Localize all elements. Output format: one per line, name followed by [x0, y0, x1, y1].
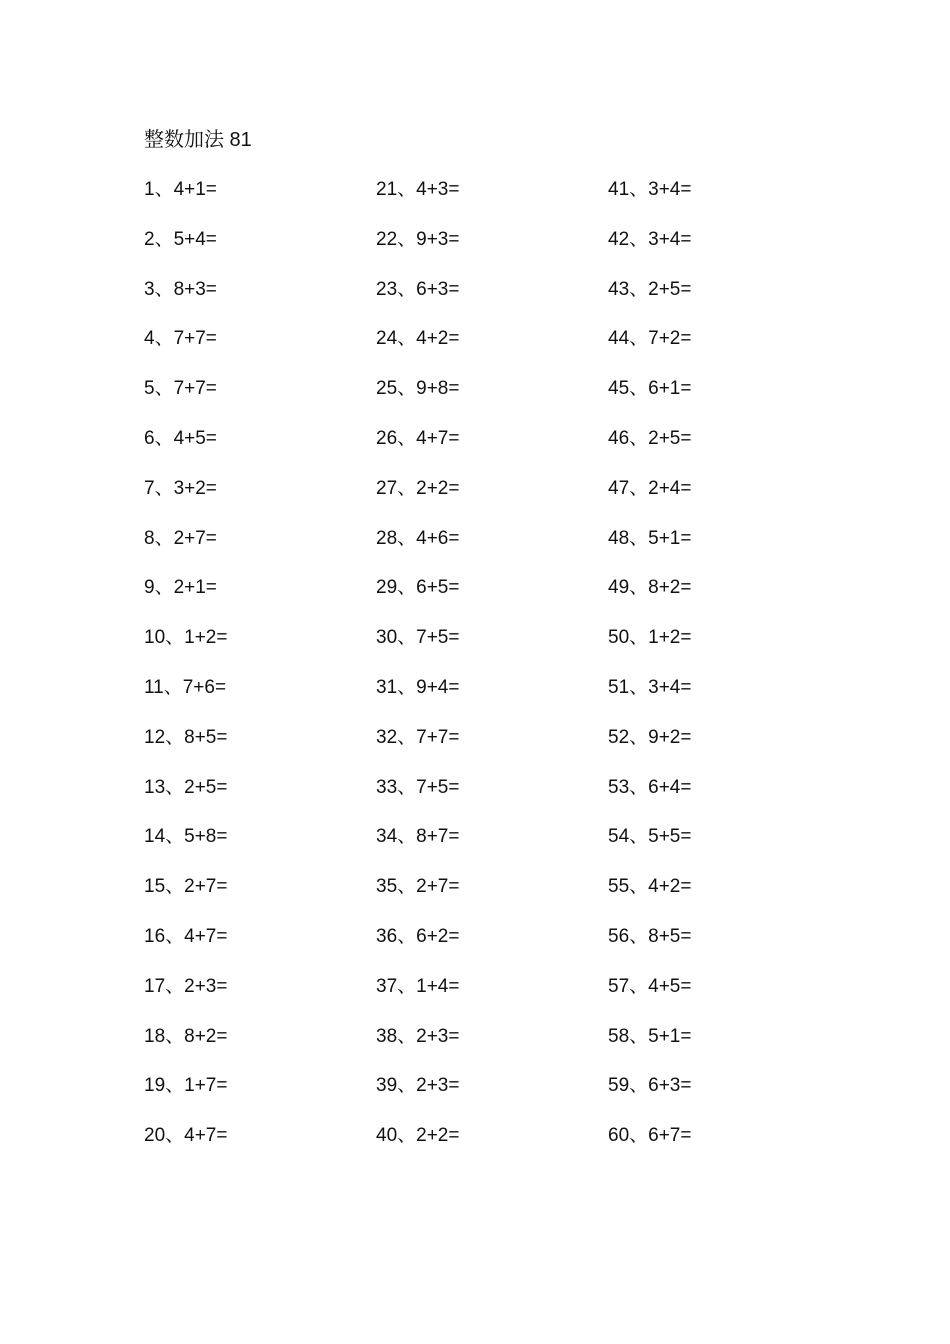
problem-item: 41、3+4= [608, 179, 692, 200]
problem-columns [144, 176, 864, 1176]
problem-item: 7、3+2= [144, 477, 217, 499]
problem-item: 48、5+1= [608, 527, 692, 549]
problem-item: 17、2+3= [144, 975, 228, 997]
problem-item: 54、5+5= [608, 826, 692, 848]
problem-item: 35、2+7= [376, 876, 460, 898]
problem-item: 9、2+1= [144, 577, 217, 599]
problem-item: 30、7+5= [376, 627, 460, 649]
problem-item: 37、1+4= [376, 975, 460, 997]
problem-item: 10、1+2= [144, 627, 228, 649]
problem-item: 2、5+4= [144, 228, 217, 250]
problem-item: 24、4+2= [376, 328, 460, 350]
problem-item: 42、3+4= [608, 228, 692, 250]
problem-item: 29、6+5= [376, 577, 460, 599]
problem-item: 57、4+5= [608, 975, 692, 997]
problem-item: 45、6+1= [608, 378, 692, 400]
problem-item: 43、2+5= [608, 278, 692, 300]
problem-item: 23、6+3= [376, 278, 460, 300]
problem-item: 3、8+3= [144, 278, 217, 300]
problem-item: 15、2+7= [144, 876, 228, 898]
problem-item: 50、1+2= [608, 627, 692, 649]
problem-item: 25、9+8= [376, 378, 460, 400]
problem-item: 20、4+7= [144, 1125, 228, 1147]
problem-item: 32、7+7= [376, 726, 460, 748]
problem-item: 44、7+2= [608, 328, 692, 350]
problem-item: 21、4+3= [376, 179, 460, 200]
problem-item: 14、5+8= [144, 826, 228, 848]
problem-item: 59、6+3= [608, 1075, 692, 1097]
problem-item: 16、4+7= [144, 925, 228, 947]
problem-item: 22、9+3= [376, 228, 460, 250]
problem-item: 12、8+5= [144, 726, 228, 748]
problem-item: 36、6+2= [376, 925, 460, 947]
problem-item: 51、3+4= [608, 676, 692, 698]
problem-item: 6、4+5= [144, 427, 217, 449]
problem-item: 38、2+3= [376, 1025, 460, 1047]
problem-item: 31、9+4= [376, 676, 460, 698]
problem-item: 47、2+4= [608, 477, 692, 499]
problem-item: 8、2+7= [144, 527, 217, 549]
problem-item: 1、4+1= [144, 179, 217, 200]
problem-item: 19、1+7= [144, 1075, 228, 1097]
problem-item: 49、8+2= [608, 577, 692, 599]
problem-item: 40、2+2= [376, 1125, 460, 1147]
problem-item: 34、8+7= [376, 826, 460, 848]
problem-item: 33、7+5= [376, 776, 460, 798]
problem-item: 52、9+2= [608, 726, 692, 748]
problem-column-1 [144, 176, 364, 1172]
problem-item: 27、2+2= [376, 477, 460, 499]
problem-item: 5、7+7= [144, 378, 217, 400]
problem-column-3 [608, 176, 828, 1172]
problem-item: 53、6+4= [608, 776, 692, 798]
worksheet-title: 整数加法 81 [144, 129, 252, 151]
problem-item: 55、4+2= [608, 876, 692, 898]
problem-item: 18、8+2= [144, 1025, 228, 1047]
problem-item: 39、2+3= [376, 1075, 460, 1097]
problem-item: 46、2+5= [608, 427, 692, 449]
problem-item: 60、6+7= [608, 1125, 692, 1147]
problem-item: 13、2+5= [144, 776, 228, 798]
problem-item: 56、8+5= [608, 925, 692, 947]
problem-item: 4、7+7= [144, 328, 217, 350]
problem-item: 58、5+1= [608, 1025, 692, 1047]
problem-item: 11、7+6= [144, 676, 227, 698]
problem-item: 28、4+6= [376, 527, 460, 549]
problem-column-2 [376, 176, 596, 1172]
problem-item: 26、4+7= [376, 427, 460, 449]
